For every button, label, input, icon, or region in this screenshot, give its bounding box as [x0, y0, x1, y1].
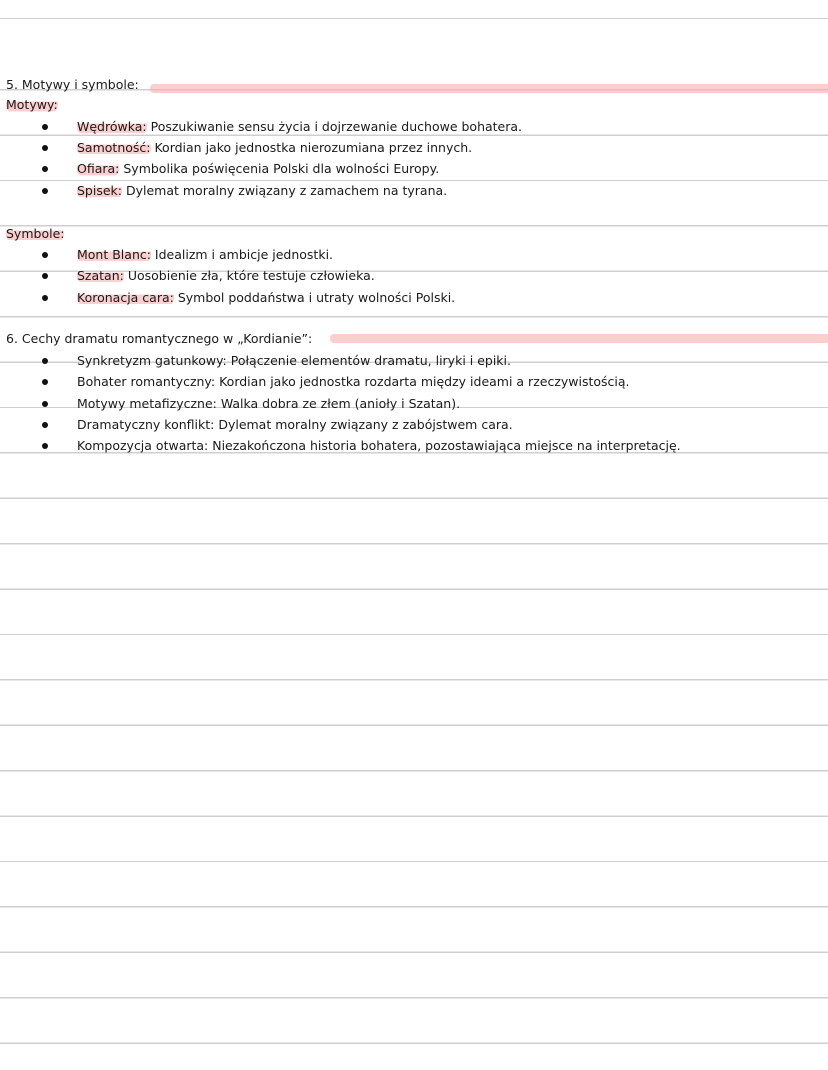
- motywy-heading: Motywy:: [6, 97, 58, 112]
- bullet-icon: [42, 124, 48, 130]
- bullet-icon: [42, 379, 48, 385]
- symbole-heading: Symbole:: [6, 226, 65, 241]
- list-item: Synkretyzm gatunkowy: Połączenie elementów dramatu, liryki i epiki.: [77, 353, 511, 368]
- bullet-icon: [42, 401, 48, 407]
- section-6-title: 6. Cechy dramatu romantycznego w „Kordianie”:: [6, 331, 313, 346]
- list-item: Samotność: Kordian jako jednostka nierozumiana przez innych.: [77, 140, 473, 155]
- bullet-icon: [42, 358, 48, 364]
- bullet-icon: [42, 145, 48, 151]
- list-item: Wędrówka: Poszukiwanie sensu życia i dojrzewanie duchowe bohatera.: [77, 119, 523, 134]
- list-item: Kompozycja otwarta: Niezakończona historia bohatera, pozostawiająca miejsce na interpretację.: [77, 438, 681, 453]
- bullet-icon: [42, 273, 48, 279]
- bullet-icon: [42, 443, 48, 449]
- list-item: Ofiara: Symbolika poświęcenia Polski dla wolności Europy.: [77, 161, 440, 176]
- bullet-icon: [42, 295, 48, 301]
- list-item: Szatan: Uosobienie zła, które testuje człowieka.: [77, 268, 375, 283]
- list-item: Motywy metafizyczne: Walka dobra ze złem (anioły i Szatan).: [77, 396, 461, 411]
- title-highlight: [150, 84, 828, 93]
- bullet-icon: [42, 188, 48, 194]
- list-item: Bohater romantyczny: Kordian jako jednostka rozdarta między ideami a rzeczywistością.: [77, 374, 630, 389]
- list-item: Dramatyczny konflikt: Dylemat moralny związany z zabójstwem cara.: [77, 417, 513, 432]
- bullet-icon: [42, 252, 48, 258]
- list-item: Mont Blanc: Idealizm i ambicje jednostki.: [77, 247, 334, 262]
- bullet-icon: [42, 166, 48, 172]
- title-highlight: [330, 334, 828, 343]
- list-item: Koronacja cara: Symbol poddaństwa i utraty wolności Polski.: [77, 290, 456, 305]
- section-5-title: 5. Motywy i symbole:: [6, 77, 139, 92]
- list-item: Spisek: Dylemat moralny związany z zamachem na tyrana.: [77, 183, 448, 198]
- bullet-icon: [42, 422, 48, 428]
